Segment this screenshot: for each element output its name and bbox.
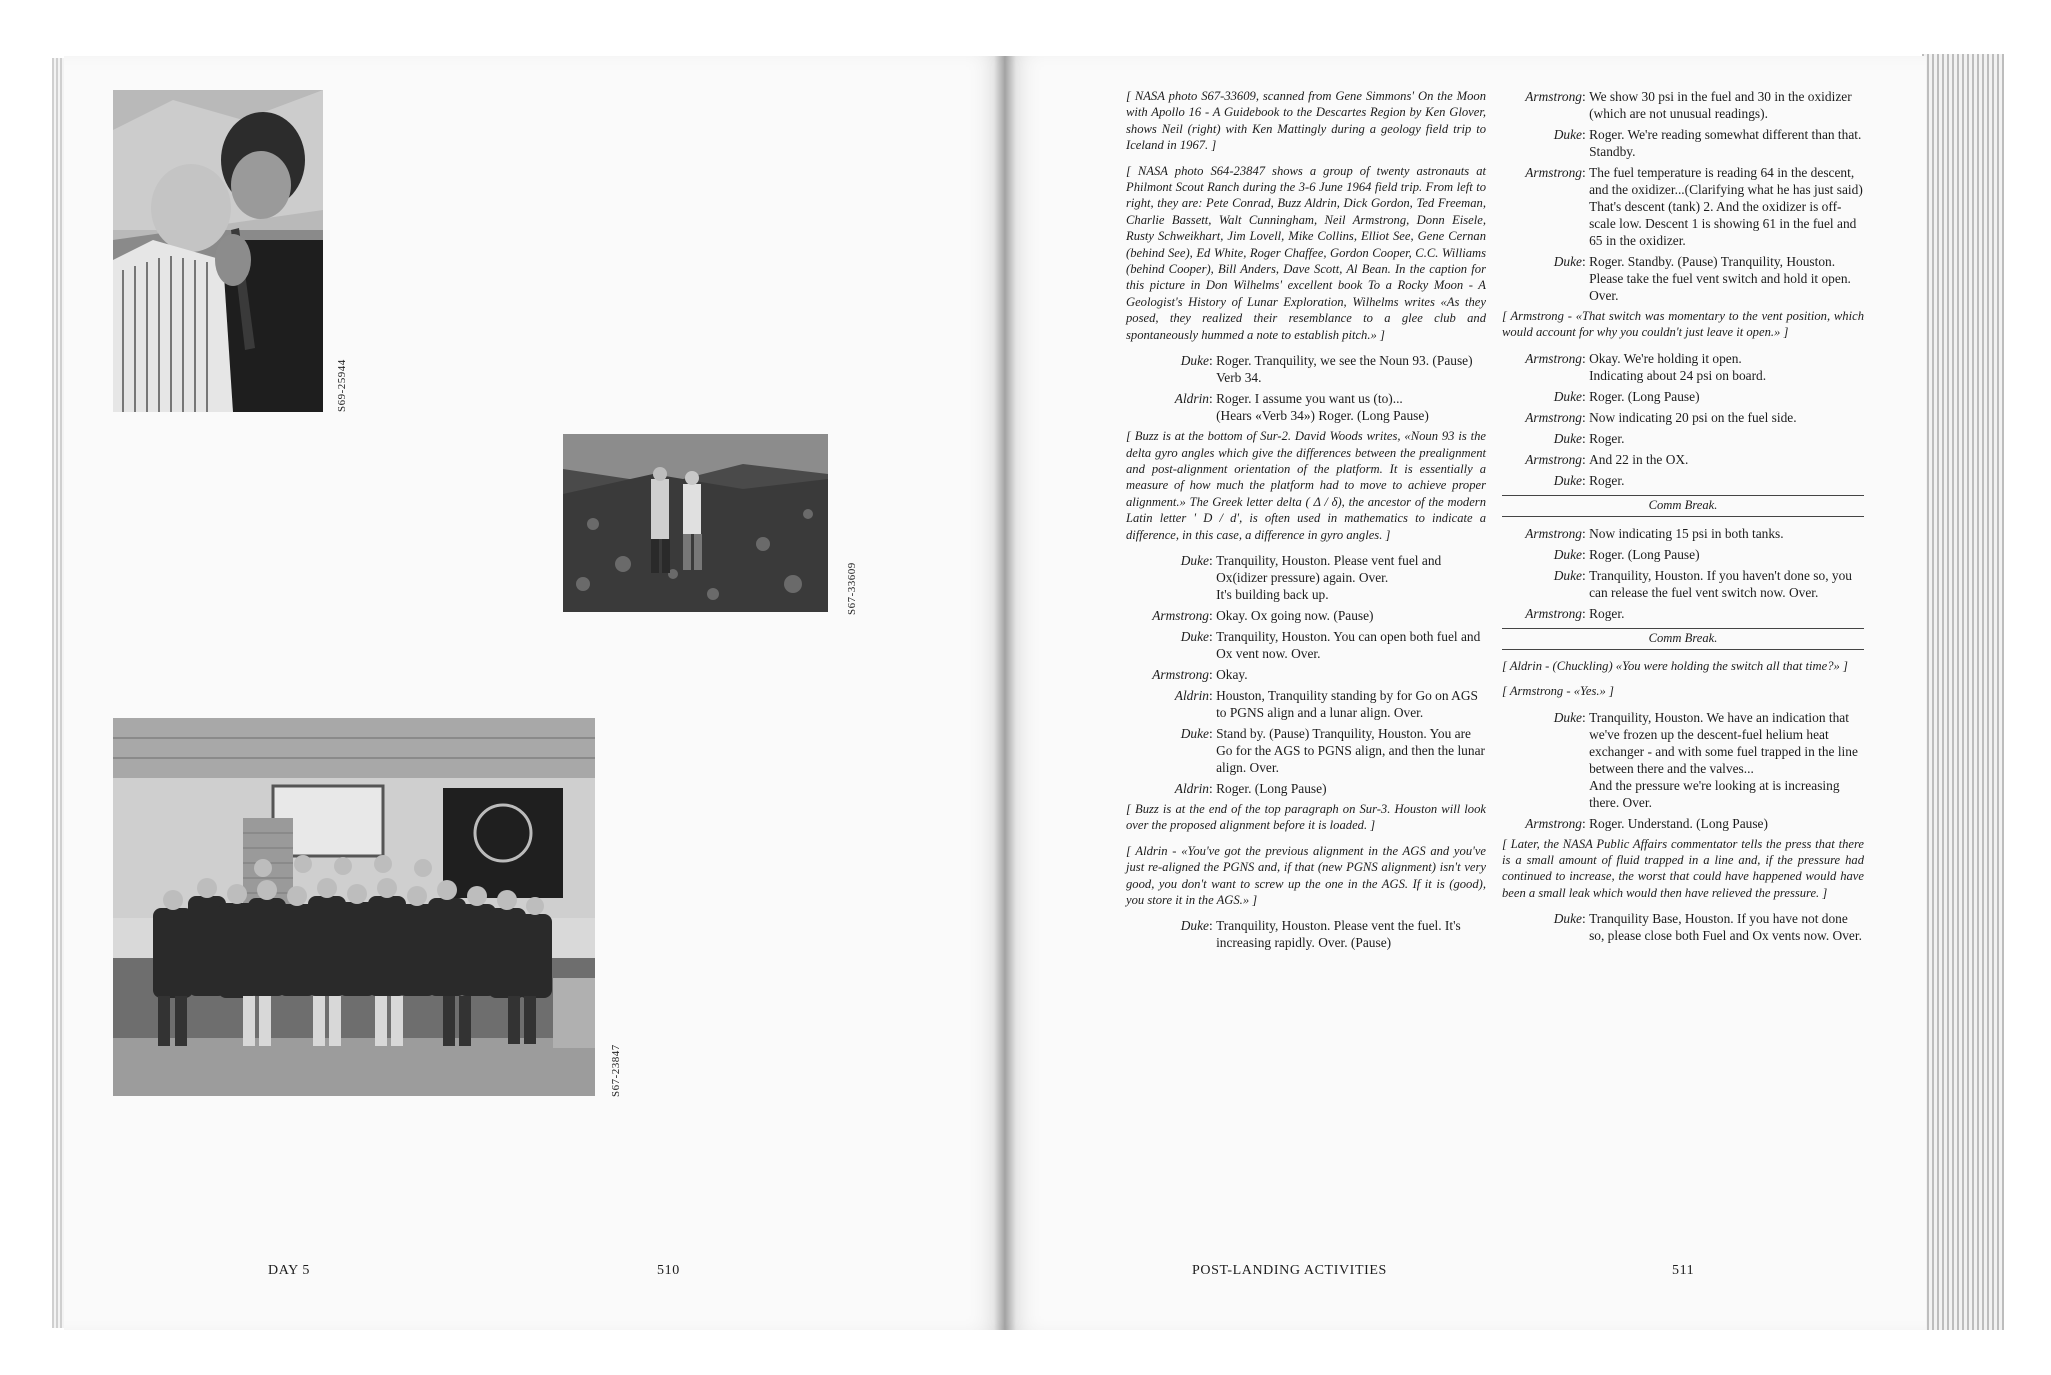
speaker-separator: : — [1582, 451, 1590, 467]
speaker-separator: : — [1582, 388, 1590, 404]
editorial-note: [ Buzz is at the end of the top paragraph on Sur-3. Houston will look over the proposed alignment before it is loaded. ] — [1126, 801, 1486, 833]
transcript-line — [1502, 164, 1864, 249]
running-footer-section: DAY 5 — [268, 1263, 311, 1278]
transcript-line — [1502, 430, 1864, 447]
speaker-name: Armstrong — [1525, 165, 1582, 180]
spoken-text: Tranquility, Houston. If you haven't done so, you can release the fuel vent switch now. Over. — [1589, 567, 1852, 600]
speaker-separator: : — [1209, 353, 1217, 369]
transcript-line — [1502, 546, 1864, 563]
speaker-name: Armstrong — [1525, 525, 1582, 541]
transcript-line — [1502, 126, 1864, 160]
transcript-line — [1126, 352, 1486, 386]
comm-break: Comm Break. — [1502, 628, 1864, 650]
spoken-text: Roger. (Long Pause) — [1216, 780, 1327, 796]
transcript-line — [1502, 910, 1864, 944]
speaker-separator: : — [1209, 628, 1217, 644]
transcript-line — [1126, 607, 1486, 624]
speaker-separator: : — [1582, 605, 1590, 621]
speaker-name: Armstrong — [1525, 605, 1582, 621]
editorial-note: [ Buzz is at the bottom of Sur-2. David Woods writes, «Noun 93 is the delta gyro angles which give the differences between the prealignment and post-alignment orientation of the platform. It is essentially a measure of how much the platform had to move to achieve proper alignment.» The Greek letter delta ( Δ / δ), the ancestor of the modern Latin letter ' D / d', is often used in mathematics to indicate a difference, in this case, a difference in gyro angles. ] — [1126, 429, 1486, 542]
transcript-line — [1126, 390, 1486, 424]
transcript-line — [1502, 709, 1864, 811]
editorial-note: [ NASA photo S64-23847 shows a group of twenty astronauts at Philmont Scout Ranch during the 3-6 June 1964 field trip. From left to right, they are: Pete Conrad, Buzz Aldrin, Dick Gordon, Ted Freeman, Charlie Bassett, Walt Cunningham, Neil Armstrong, Donn Eisele, Rusty Schweikhart, Jim Lovell, Mike Collins, Elliot See, Gene Cernan (behind See), Ed White, Roger Chaffee, Gordon Cooper, C.C. Williams (behind Cooper), Bill Anders, Dave Scott, Al Bean. In the caption for this picture in Don Wilhelms' excellent book To a Rocky Moon - A Geologist's History of Lunar Exploration, Wilhelms writes «As they posed, they realized their resemblance to a glee club and spontaneously hummed a note to establish pitch.» ] — [1126, 163, 1486, 342]
speaker-separator: : — [1582, 525, 1590, 541]
spoken-text: Okay. Ox going now. (Pause) — [1216, 607, 1374, 623]
editorial-note: [ Armstrong - «Yes.» ] — [1502, 684, 1614, 699]
speaker-separator: : — [1209, 918, 1217, 934]
speaker-separator: : — [1209, 687, 1217, 703]
transcript-line — [1502, 350, 1864, 384]
speaker-name: Duke — [1553, 430, 1582, 446]
spoken-text: Houston, Tranquility standing by for Go on AGS to PGNS align and a lunar align. Over. — [1216, 687, 1478, 720]
speaker-name: Armstrong — [1525, 815, 1582, 831]
speaker-separator: : — [1582, 815, 1590, 831]
spoken-text: Roger. Standby. (Pause) Tranquility, Houston. Please take the fuel vent switch and hold it open. Over. — [1589, 254, 1851, 303]
photo-caption: S67-23847 — [610, 1044, 622, 1097]
speaker-name: Armstrong — [1152, 607, 1209, 623]
transcript-line — [1502, 815, 1864, 832]
spoken-text: Roger. Understand. (Long Pause) — [1589, 815, 1768, 831]
transcript-line — [1126, 628, 1486, 662]
transcript-line — [1502, 525, 1864, 542]
speaker-name: Duke — [1553, 709, 1582, 725]
speaker-separator: : — [1582, 472, 1590, 488]
photo-astronaut-group-philmont — [113, 718, 595, 1096]
speaker-name: Duke — [1180, 918, 1209, 934]
transcript-line — [1502, 472, 1864, 489]
transcript-line — [1126, 725, 1486, 776]
spoken-text: Okay. We're holding it open. Indicating about 24 psi on board. — [1589, 350, 1767, 383]
photo-caption: S69-25944 — [336, 359, 348, 412]
speaker-separator: : — [1582, 546, 1590, 562]
transcript-line — [1502, 388, 1864, 405]
speaker-name: Aldrin — [1174, 687, 1209, 703]
running-footer-section: POST-LANDING ACTIVITIES — [1192, 1263, 1387, 1278]
spoken-text: And 22 in the OX. — [1589, 451, 1689, 467]
speaker-name: Duke — [1553, 127, 1582, 142]
transcript-line — [1126, 687, 1486, 721]
speaker-separator: : — [1582, 127, 1590, 142]
transcript-line — [1126, 917, 1486, 951]
editorial-note: [ Aldrin - «You've got the previous alignment in the AGS and you've just re-aligned the PGNS and, if that (new PGNS alignment) isn't very good, you don't want to screw up the one in the AGS. If it is (good), you store it in the AGS.» ] — [1126, 843, 1486, 907]
speaker-separator: : — [1209, 391, 1217, 407]
speaker-name: Duke — [1180, 725, 1209, 741]
speaker-name: Armstrong — [1525, 451, 1582, 467]
spoken-text: Tranquility Base, Houston. If you have not done so, please close both Fuel and Ox vents now. Over. — [1589, 911, 1862, 944]
spoken-text: Roger. (Long Pause) — [1589, 388, 1700, 404]
spoken-text: The fuel temperature is reading 64 in the descent, and the oxidizer...(Clarifying what he has just said) That's descent (tank) 2. And the oxidizer is off-scale low. Descent 1 is showing 61 in the fuel and 65 in the oxidizer. — [1589, 165, 1863, 248]
speaker-name: Armstrong — [1152, 666, 1209, 682]
speaker-separator: : — [1582, 430, 1590, 446]
transcript-line — [1502, 88, 1864, 122]
spoken-text: Roger. I assume you want us (to)... (Hears «Verb 34») Roger. (Long Pause) — [1216, 391, 1429, 424]
speaker-separator: : — [1582, 350, 1590, 366]
spoken-text: Roger. — [1589, 472, 1625, 488]
photo-iceland-field-trip — [563, 434, 828, 612]
transcript-line — [1502, 253, 1864, 304]
transcript-line — [1502, 605, 1864, 622]
speaker-name: Duke — [1553, 567, 1582, 583]
speaker-separator: : — [1582, 89, 1590, 104]
transcript-column-2 — [1502, 88, 1864, 948]
photo-geologists-examining-rock — [113, 90, 323, 412]
speaker-name: Aldrin — [1174, 780, 1209, 796]
transcript-line — [1502, 451, 1864, 468]
spoken-text: Roger. — [1589, 605, 1625, 621]
speaker-name: Duke — [1180, 353, 1209, 369]
speaker-separator: : — [1582, 254, 1590, 269]
speaker-name: Duke — [1553, 546, 1582, 562]
spoken-text: Now indicating 20 psi on the fuel side. — [1589, 409, 1797, 425]
book-page-edges-right — [1922, 54, 2004, 1330]
speaker-name: Duke — [1180, 628, 1209, 644]
spoken-text: Tranquility, Houston. We have an indication that we've frozen up the descent-fuel helium heat exchanger - and with some fuel trapped in the line between there and the valves... And the pressure we're looking at is increasing there. Over. — [1589, 709, 1858, 810]
spoken-text: Roger. Tranquility, we see the Noun 93. (Pause) Verb 34. — [1216, 353, 1473, 386]
transcript-line — [1502, 567, 1864, 601]
speaker-name: Duke — [1553, 388, 1582, 404]
transcript-line — [1126, 780, 1486, 797]
speaker-name: Armstrong — [1525, 409, 1582, 425]
speaker-separator: : — [1209, 780, 1217, 796]
editorial-note: [ Aldrin - (Chuckling) «You were holding the switch all that time?» ] — [1502, 658, 1848, 673]
spoken-text: Roger. We're reading somewhat different than that. Standby. — [1589, 127, 1862, 159]
transcript-line — [1502, 409, 1864, 426]
transcript-line — [1126, 552, 1486, 603]
editorial-note: [ NASA photo S67-33609, scanned from Gene Simmons' On the Moon with Apollo 16 - A Guidebook to the Descartes Region by Ken Glover, shows Neil (right) with Ken Mattingly during a geology field trip to Iceland in 1967. ] — [1126, 89, 1486, 153]
transcript-column-1 — [1126, 88, 1486, 955]
speaker-name: Duke — [1553, 472, 1582, 488]
editorial-note: [ Armstrong - «That switch was momentary to the vent position, which would account for why you couldn't just leave it open.» ] — [1502, 309, 1864, 340]
spoken-text: Roger. — [1589, 430, 1625, 446]
speaker-separator: : — [1209, 725, 1217, 741]
speaker-name: Duke — [1553, 911, 1582, 927]
spoken-text: Okay. — [1216, 666, 1248, 682]
speaker-separator: : — [1582, 709, 1590, 725]
speaker-name: Aldrin — [1174, 391, 1209, 407]
spoken-text: Now indicating 15 psi in both tanks. — [1589, 525, 1784, 541]
speaker-name: Duke — [1180, 552, 1209, 568]
speaker-separator: : — [1209, 607, 1217, 623]
page-number-right: 511 — [1672, 1263, 1695, 1278]
spoken-text: Tranquility, Houston. Please vent the fuel. It's increasing rapidly. Over. (Pause) — [1216, 918, 1461, 951]
spoken-text: Tranquility, Houston. You can open both fuel and Ox vent now. Over. — [1216, 628, 1481, 661]
transcript-line — [1126, 666, 1486, 683]
photo-caption: S67-33609 — [846, 562, 858, 615]
page-number-left: 510 — [657, 1263, 680, 1278]
spoken-text: We show 30 psi in the fuel and 30 in the oxidizer (which are not unusual readings). — [1589, 89, 1852, 121]
speaker-name: Armstrong — [1525, 89, 1582, 104]
speaker-separator: : — [1582, 911, 1590, 927]
speaker-separator: : — [1582, 567, 1590, 583]
comm-break: Comm Break. — [1502, 495, 1864, 517]
spoken-text: Tranquility, Houston. Please vent fuel and Ox(idizer pressure) again. Over. It's building back up. — [1216, 552, 1442, 602]
speaker-separator: : — [1582, 409, 1590, 425]
speaker-name: Armstrong — [1525, 350, 1582, 366]
speaker-separator: : — [1209, 666, 1217, 682]
editorial-note: [ Later, the NASA Public Affairs commentator tells the press that there is a small amount of fluid trapped in a line and, if the pressure had continued to increase, the worst that could have happened would have been a small leak which would then have relieved the pressure. ] — [1502, 836, 1864, 900]
book-gutter — [994, 56, 1016, 1330]
speaker-separator: : — [1209, 552, 1217, 568]
spoken-text: Stand by. (Pause) Tranquility, Houston. You are Go for the AGS to PGNS align, and then the lunar align. Over. — [1216, 725, 1485, 775]
spoken-text: Roger. (Long Pause) — [1589, 546, 1700, 562]
speaker-separator: : — [1582, 165, 1590, 180]
speaker-name: Duke — [1553, 254, 1582, 269]
